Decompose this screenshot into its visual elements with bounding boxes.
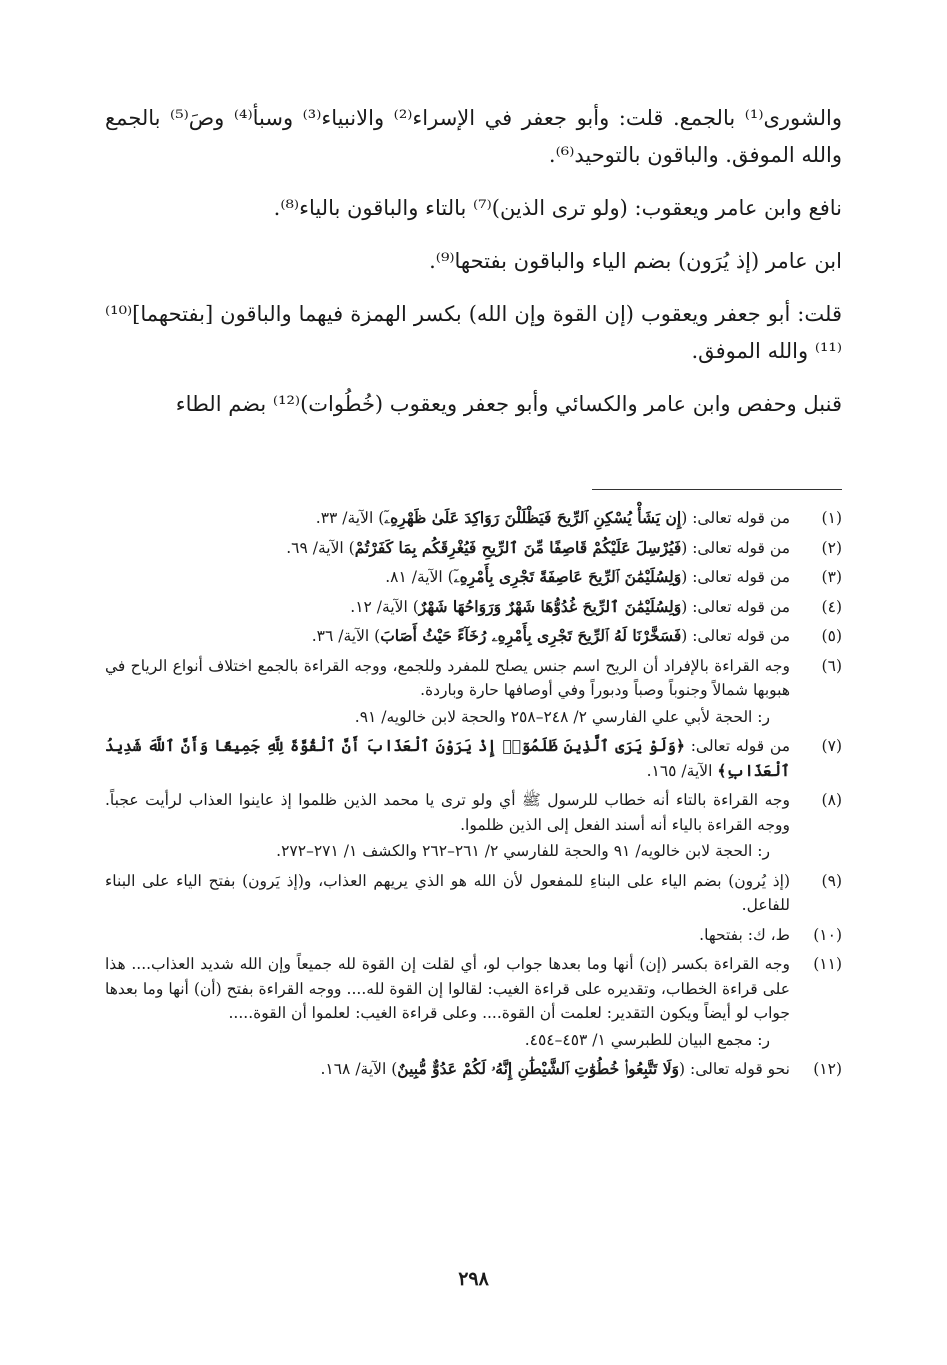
quran-verse: إِن يَشَأْ يُسْكِنِ ٱلرِّيحَ فَيَظْلَلْنَ رَوَاكِدَ عَلَىٰ ظَهْرِهِۦٓ [384, 508, 682, 527]
footnote-text: نحو قوله تعالى: ( [679, 1060, 790, 1078]
footnote-text: من قوله تعالى: ( [681, 597, 790, 616]
footnote-body [105, 869, 790, 918]
footnote-11 [105, 952, 842, 1052]
footnote-number: (٢) [821, 538, 842, 557]
footnote-reference: ر: الحجة لابن خالويه/ ٩١ والحجة للفارسي ٢/ ٢٦١–٢٦٢ والكشف ١/ ٢٧١–٢٧٢. [276, 842, 770, 860]
footnote-tail: ) الآية/ ٣٣. [315, 509, 385, 527]
footnote-number: (١٢) [813, 1060, 842, 1078]
footnote-text: وجه القراءة بالتاء أنه خطاب للرسول ﷺ أي ولو ترى يا محمد الذين ظلموا إذ عاينوا العذاب لرأيت عجباً. ووجه القراءة بالياء أنه أسند الفعل إلى الذين ظلموا. [105, 791, 790, 834]
quran-verse: فَيُرْسِلَ عَلَيْكُمْ قَاصِفًا مِّنَ ٱلرِّيحِ فَيُغْرِقَكُم بِمَا كَفَرْتُمْ [354, 537, 682, 557]
footnote-text: ط، ك: بفتحها. [699, 925, 790, 944]
footnote-tail: الآية/ ١٦٥. [646, 761, 718, 780]
quran-verse: ﴿وَلَوْ يَرَى ٱلَّذِينَ ظَلَمُوٓا۟ إِذْ يَرَوْنَ ٱلْعَذَابَ أَنَّ ٱلْقُوَّةَ لِلَّهِ جَمِيعًا وَأَنَّ ٱللَّهَ شَدِيدُ ٱلْعَذَابِ﴾ [105, 736, 790, 780]
footnote-12 [105, 1057, 842, 1082]
footnote-3 [105, 565, 842, 590]
footnote-text: من قوله تعالى: ( [681, 627, 790, 645]
footnotes [105, 506, 842, 1087]
main-paragraph: ابن عامر (إذ يُرَون) بضم الياء والباقون بفتحها⁽⁹⁾. [429, 249, 842, 273]
footnote-number: (١) [821, 509, 842, 527]
footnote-4 [105, 595, 842, 620]
footnote-tail: ) الآية/ ٨١. [385, 568, 454, 586]
footnote-text: وجه القراءة بكسر (إن) أنها وما بعدها جواب لو، أي لقلت إن القوة لله جميعاً وإن الله شديد العذاب.... هذا على قراءة الخطاب، وتقديره على قراءة الغيب: لقالوا إن القوة لله.... ووجه القراءة بفتح (أن) أنها وما بعدها جواب لو أيضاً ويكون التقدير: لعلمت أن القوة.... وعلى قراءة الغيب: لعلموا أن القوة..... [105, 955, 790, 1022]
footnote-number: (٧) [821, 737, 842, 755]
footnote-body [105, 788, 790, 864]
footnote-text: من قوله تعالى: ( [681, 509, 790, 527]
footnote-tail: ) الآية/ ٦٩. [286, 538, 355, 557]
footnote-body [105, 595, 790, 620]
main-paragraph: نافع وابن عامر ويعقوب: (ولو ترى الذين)⁽⁷⁾ بالتاء والباقون بالياء⁽⁸⁾. [273, 196, 842, 220]
quran-verse: وَلَا تَتَّبِعُوا۟ خُطُوَٰتِ ٱلشَّيْطَٰنِ إِنَّهُۥ لَكُمْ عَدُوٌّ مُّبِينٌ [397, 1059, 680, 1078]
footnote-8 [105, 788, 842, 864]
footnote-number: (٨) [821, 791, 842, 809]
footnote-text: من قوله تعالى: ( [681, 538, 790, 557]
footnote-body [105, 923, 790, 948]
footnote-2 [105, 536, 842, 561]
footnote-6 [105, 654, 842, 730]
main-paragraph: قلت: أبو جعفر ويعقوب (إن القوة وإن الله) بكسر الهمزة فيهما والباقون [بفتحهما]⁽¹⁰⁾ ⁽¹¹⁾ والله الموفق. [105, 302, 842, 363]
footnote-1 [105, 506, 842, 531]
footnote-body [105, 1057, 790, 1082]
quran-verse: وَلِسُلَيْمَٰنَ ٱلرِّيحَ عَاصِفَةً تَجْرِى بِأَمْرِهِۦٓ [453, 567, 682, 586]
page-number: ٢٩٨ [458, 1268, 489, 1290]
footnote-number: (٤) [821, 597, 842, 616]
footnote-5 [105, 624, 842, 649]
footnote-7 [105, 734, 842, 783]
footnote-number: (٣) [821, 568, 842, 586]
footnote-body [105, 624, 790, 649]
footnote-number: (١١) [813, 955, 842, 973]
footnote-number: (٥) [821, 627, 842, 645]
quran-verse: فَسَخَّرْنَا لَهُ ٱلرِّيحَ تَجْرِى بِأَمْرِهِۦ رُخَآءً حَيْثُ أَصَابَ [380, 626, 682, 645]
footnote-text: (إذ يُرون) بضم الياء على البناءِ للمفعول لأن الله هو الذي يريهم العذاب، و(إذ يَرون) بفتح الياء على البناء للفاعل. [105, 871, 790, 914]
footnote-reference: ر: مجمع البيان للطبرسي ١/ ٤٥٣–٤٥٤. [524, 1030, 770, 1049]
footnote-number: (٩) [821, 871, 842, 890]
footnote-reference: ر: الحجة لأبي علي الفارسي ٢/ ٢٤٨–٢٥٨ والحجة لابن خالويه/ ٩١. [354, 707, 770, 726]
footnote-10 [105, 923, 842, 948]
footnote-number: (٦) [821, 656, 842, 675]
footnote-text: وجه القراءة بالإفراد أن الريح اسم جنس يصلح للمفرد وللجمع، ووجه القراءة بالجمع اختلاف أنواع الرياح في هبوبها شمالاً وجنوباً وصباً ودبوراً وفي أوصافها حارة وباردة. [105, 656, 790, 699]
main-paragraph: قنبل وحفص وابن عامر والكسائي وأبو جعفر ويعقوب (خُطُوات)⁽¹²⁾ بضم الطاء [175, 392, 842, 416]
footnote-text: من قوله تعالى: ( [681, 568, 790, 586]
main-text [105, 100, 842, 439]
footnote-body [105, 536, 790, 561]
main-paragraph: والشورى⁽¹⁾ بالجمع. قلت: وأبو جعفر في الإسراء⁽²⁾ والانبياء⁽³⁾ وسبأ⁽⁴⁾ وصَ⁽⁵⁾ بالجمع والله الموفق. والباقون بالتوحيد⁽⁶⁾. [105, 106, 843, 167]
footnote-body [105, 506, 790, 531]
footnote-tail: ) الآية/ ١٢. [350, 597, 419, 616]
footnote-9 [105, 869, 842, 918]
quran-verse: وَلِسُلَيْمَٰنَ ٱلرِّيحَ غُدُوُّهَا شَهْرٌ وَرَوَاحُهَا شَهْرٌ [418, 596, 682, 616]
footnote-text: من قوله تعالى: [685, 737, 790, 755]
footnote-number: (١٠) [813, 925, 842, 944]
footnote-body [105, 654, 790, 730]
footnote-separator [592, 489, 842, 490]
footnote-body [105, 565, 790, 590]
footnote-body [105, 734, 790, 783]
footnote-tail: ) الآية/ ١٦٨. [320, 1060, 398, 1078]
footnote-body [105, 952, 790, 1052]
footnote-tail: ) الآية/ ٣٦. [311, 627, 381, 645]
